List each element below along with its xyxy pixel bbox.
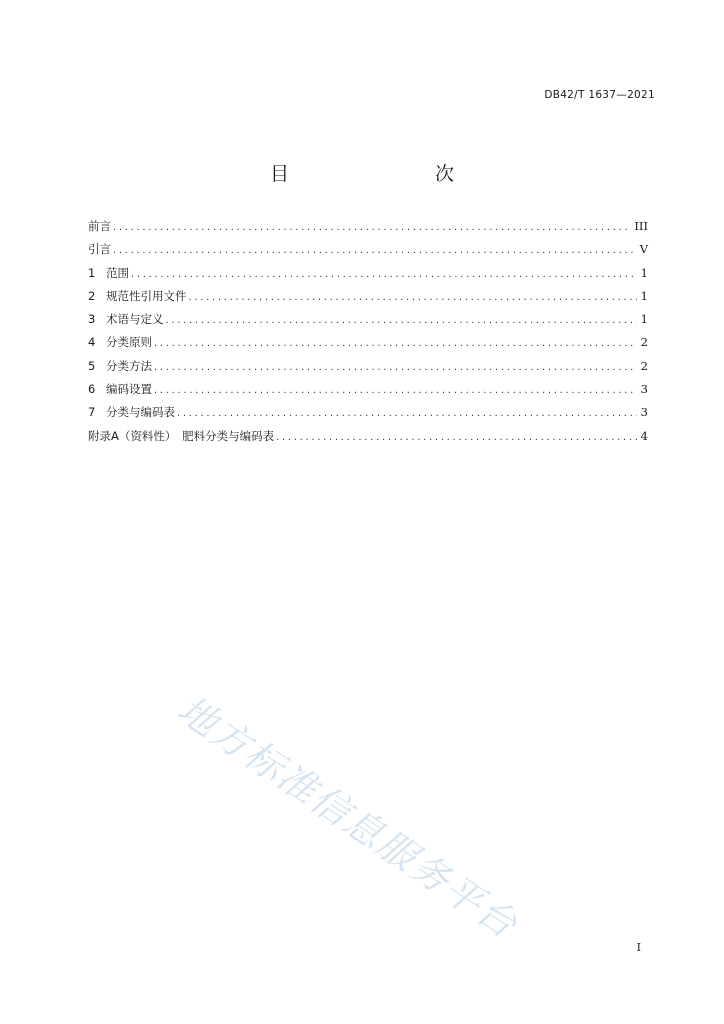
toc-entry-number: 5	[88, 358, 96, 373]
toc-leader-dots	[113, 241, 636, 253]
toc-entry-page: 1	[640, 265, 648, 280]
toc-entry-label: 引言	[88, 242, 111, 257]
toc-entry-classification-principles[interactable]	[88, 334, 648, 357]
toc-leader-dots	[131, 265, 637, 277]
watermark-text: 地方标准信息服务平台	[169, 687, 526, 948]
toc-entry-label: 规范性引用文件	[106, 288, 187, 303]
toc-leader-dots	[189, 288, 637, 300]
table-of-contents	[88, 218, 648, 451]
toc-entry-scope[interactable]	[88, 265, 648, 288]
toc-leader-dots	[154, 358, 637, 370]
toc-entry-appendix-a[interactable]	[88, 428, 648, 451]
toc-title: 目 次	[269, 163, 490, 185]
toc-entry-page: 2	[640, 335, 648, 350]
toc-entry-terms-definitions[interactable]	[88, 311, 648, 334]
toc-entry-label: 范围	[106, 265, 129, 280]
toc-entry-number: 3	[88, 312, 96, 327]
toc-entry-label: 分类与编码表	[106, 405, 175, 420]
toc-entry-normative-references[interactable]	[88, 288, 648, 311]
toc-entry-number: 6	[88, 382, 96, 397]
toc-entry-number: 1	[88, 265, 96, 280]
toc-entry-number: 7	[88, 405, 96, 420]
toc-entry-page: V	[639, 242, 648, 257]
toc-entry-label: 编码设置	[106, 382, 152, 397]
toc-entry-classification-methods[interactable]	[88, 358, 648, 381]
toc-entry-label: 分类原则	[106, 335, 152, 350]
toc-entry-page: 2	[640, 358, 648, 373]
toc-entry-label: 分类方法	[106, 358, 152, 373]
toc-leader-dots	[177, 404, 637, 416]
toc-entry-classification-coding-table[interactable]	[88, 404, 648, 427]
toc-entry-page: III	[634, 219, 648, 233]
toc-leader-dots	[154, 381, 637, 393]
toc-leader-dots	[113, 218, 630, 230]
toc-entry-page: 1	[640, 312, 648, 327]
toc-entry-introduction[interactable]	[88, 241, 648, 264]
toc-entry-page: 3	[640, 382, 648, 397]
toc-entry-label: 附录A（资料性） 肥料分类与编码表	[88, 428, 275, 443]
standard-code: DB42/T 1637—2021	[544, 89, 655, 101]
toc-entry-label: 术语与定义	[106, 312, 164, 327]
toc-leader-dots	[154, 334, 637, 346]
toc-entry-page: 3	[640, 405, 648, 420]
toc-entry-page: 4	[640, 428, 648, 443]
toc-entry-number: 4	[88, 335, 96, 350]
page-number: I	[636, 941, 641, 954]
toc-entry-page: 1	[640, 288, 648, 303]
toc-entry-foreword[interactable]	[88, 218, 648, 241]
toc-entry-label: 前言	[88, 219, 111, 233]
toc-leader-dots	[166, 311, 637, 323]
toc-leader-dots	[276, 428, 637, 440]
toc-entry-number: 2	[88, 288, 96, 303]
toc-entry-coding-settings[interactable]	[88, 381, 648, 404]
